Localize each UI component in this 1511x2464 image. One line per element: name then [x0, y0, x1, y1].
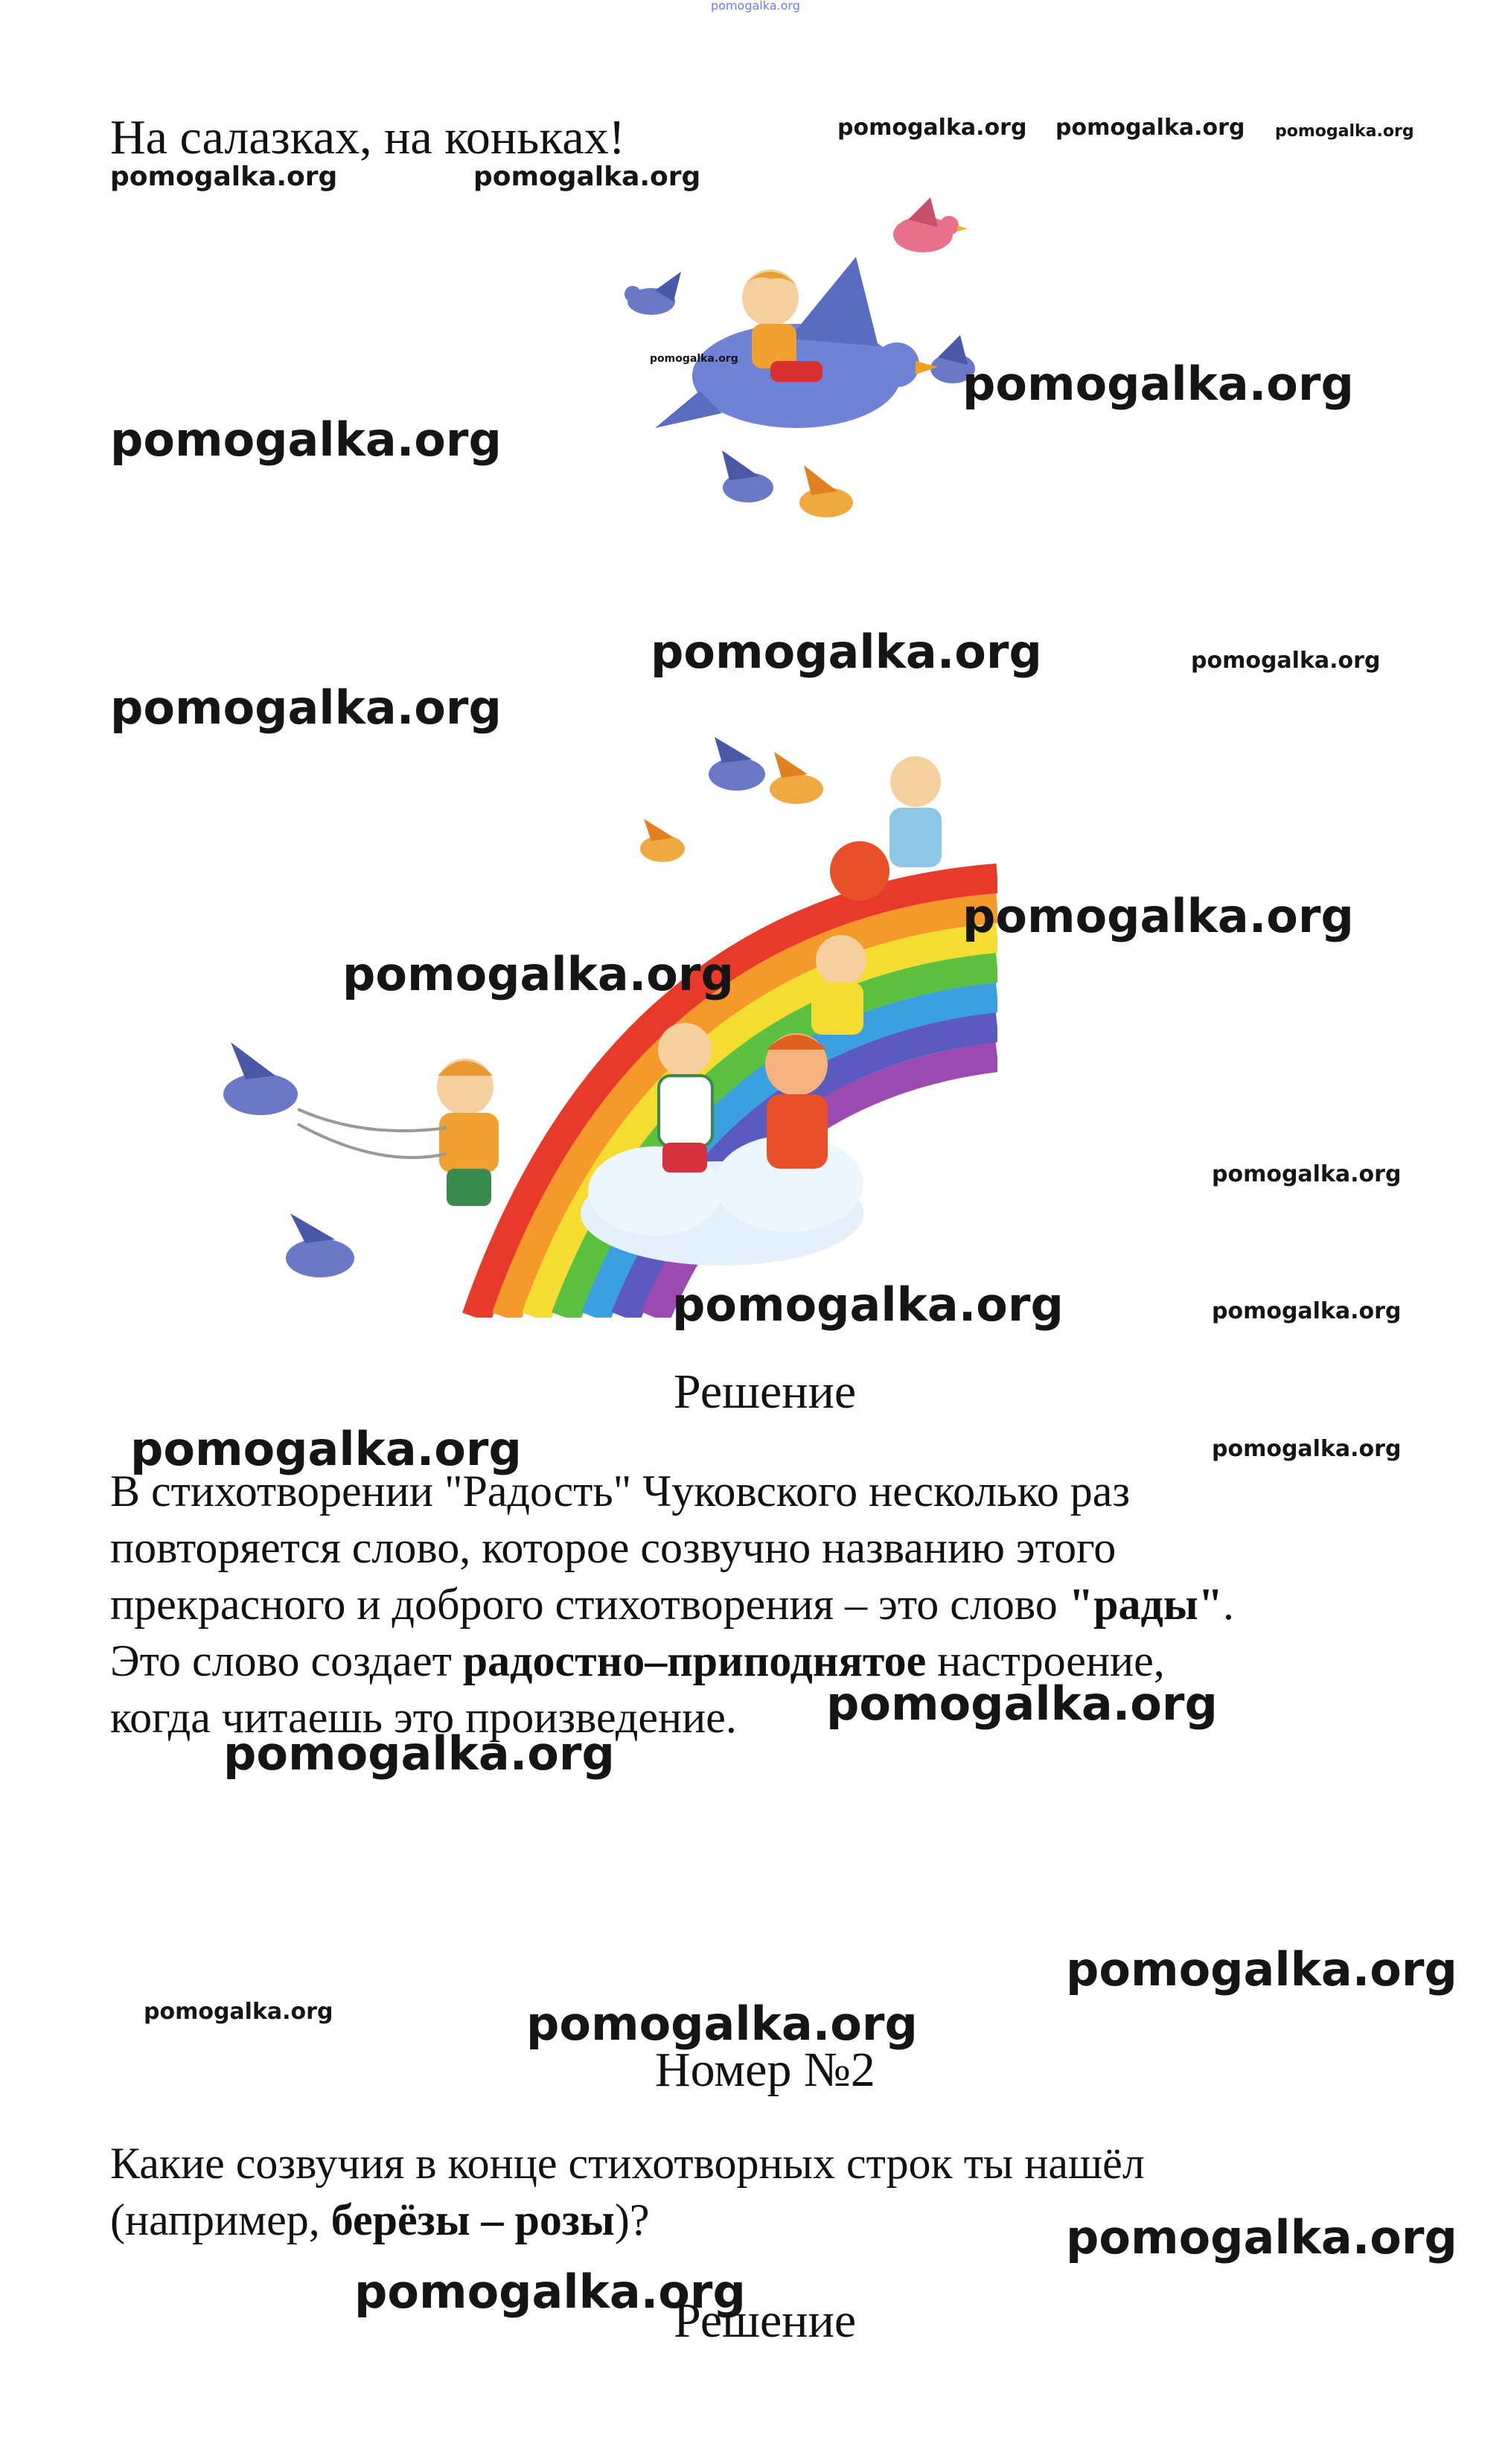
- emphasis-word: "рады": [1068, 1580, 1223, 1629]
- text-fragment: прекрасного и доброго стихотворения – это слово: [110, 1580, 1069, 1629]
- watermark: pomogalka.org: [837, 115, 1027, 141]
- child-figure: [889, 756, 942, 867]
- text-line: [110, 1632, 1487, 1689]
- watermark: pomogalka.org: [1191, 648, 1381, 674]
- watermark: pomogalka.org: [1066, 1942, 1457, 1997]
- child-figure: [658, 1023, 712, 1172]
- solution-text: [110, 1463, 1487, 1746]
- text-fragment: Это слово создает: [110, 1636, 463, 1685]
- text-line: повторяется слово, которое созвучно названию этого: [110, 1523, 1117, 1572]
- watermark: pomogalka.org: [1212, 1436, 1402, 1462]
- watermark: pomogalka.org: [110, 412, 502, 467]
- emphasis-word: берёзы – розы: [330, 2195, 615, 2244]
- bird-icon: [223, 1042, 298, 1115]
- section-title: На салазках, на коньках!: [110, 110, 625, 165]
- text-fragment: (например,: [110, 2195, 331, 2244]
- watermark: pomogalka.org: [144, 1999, 333, 2025]
- watermark: pomogalka.org: [130, 1422, 522, 1476]
- bird-icon: [722, 450, 773, 502]
- text-fragment: )?: [614, 2195, 650, 2244]
- watermark: pomogalka.org: [651, 625, 1042, 679]
- watermark: pomogalka.org: [354, 2264, 746, 2319]
- watermark: pomogalka.org: [223, 1726, 615, 1781]
- watermark: pomogalka.org: [1275, 122, 1414, 141]
- watermark: pomogalka.org: [650, 353, 738, 365]
- bird-icon: [770, 752, 823, 804]
- bird-icon: [624, 272, 681, 315]
- watermark: pomogalka.org: [526, 1997, 918, 2051]
- bird-icon: [893, 197, 968, 252]
- solution-heading: Решение: [674, 1365, 857, 1419]
- emphasis-word: радостно–приподнятое: [462, 1636, 927, 1685]
- text-line: Какие созвучия в конце стихотворных строк ты нашёл: [110, 2139, 1145, 2188]
- watermark: pomogalka.org: [110, 162, 338, 192]
- bird-icon: [709, 737, 765, 791]
- watermark-top: pomogalka.org: [711, 0, 800, 13]
- solution-heading: Решение: [674, 2294, 857, 2348]
- bird-icon: [286, 1213, 354, 1277]
- rainbow-children-illustration: [201, 737, 997, 1318]
- bird-icon: [640, 819, 685, 862]
- watermark: pomogalka.org: [962, 357, 1354, 411]
- flying-boy-illustration: [610, 190, 983, 547]
- watermark: pomogalka.org: [826, 1676, 1218, 1731]
- text-line: [110, 1576, 1487, 1632]
- text-fragment: настроение,: [926, 1636, 1165, 1685]
- text-fragment: .: [1223, 1580, 1234, 1629]
- watermark: pomogalka.org: [962, 889, 1354, 943]
- text-line: когда читаешь это произведение.: [110, 1693, 737, 1742]
- text-line: В стихотворении "Радость" Чуковского несколько раз: [110, 1466, 1131, 1516]
- watermark: pomogalka.org: [1212, 1161, 1402, 1187]
- watermark: pomogalka.org: [1055, 115, 1245, 141]
- child-figure: [437, 1059, 499, 1206]
- watermark: pomogalka.org: [1212, 1298, 1402, 1324]
- child-figure: [765, 1033, 828, 1169]
- watermark: pomogalka.org: [473, 162, 701, 192]
- watermark: pomogalka.org: [1066, 2210, 1457, 2264]
- bird-icon: [799, 465, 853, 517]
- watermark: pomogalka.org: [672, 1277, 1064, 1332]
- watermark: pomogalka.org: [110, 680, 502, 735]
- watermark: pomogalka.org: [342, 947, 734, 1001]
- task-number-heading: Номер №2: [655, 2043, 875, 2097]
